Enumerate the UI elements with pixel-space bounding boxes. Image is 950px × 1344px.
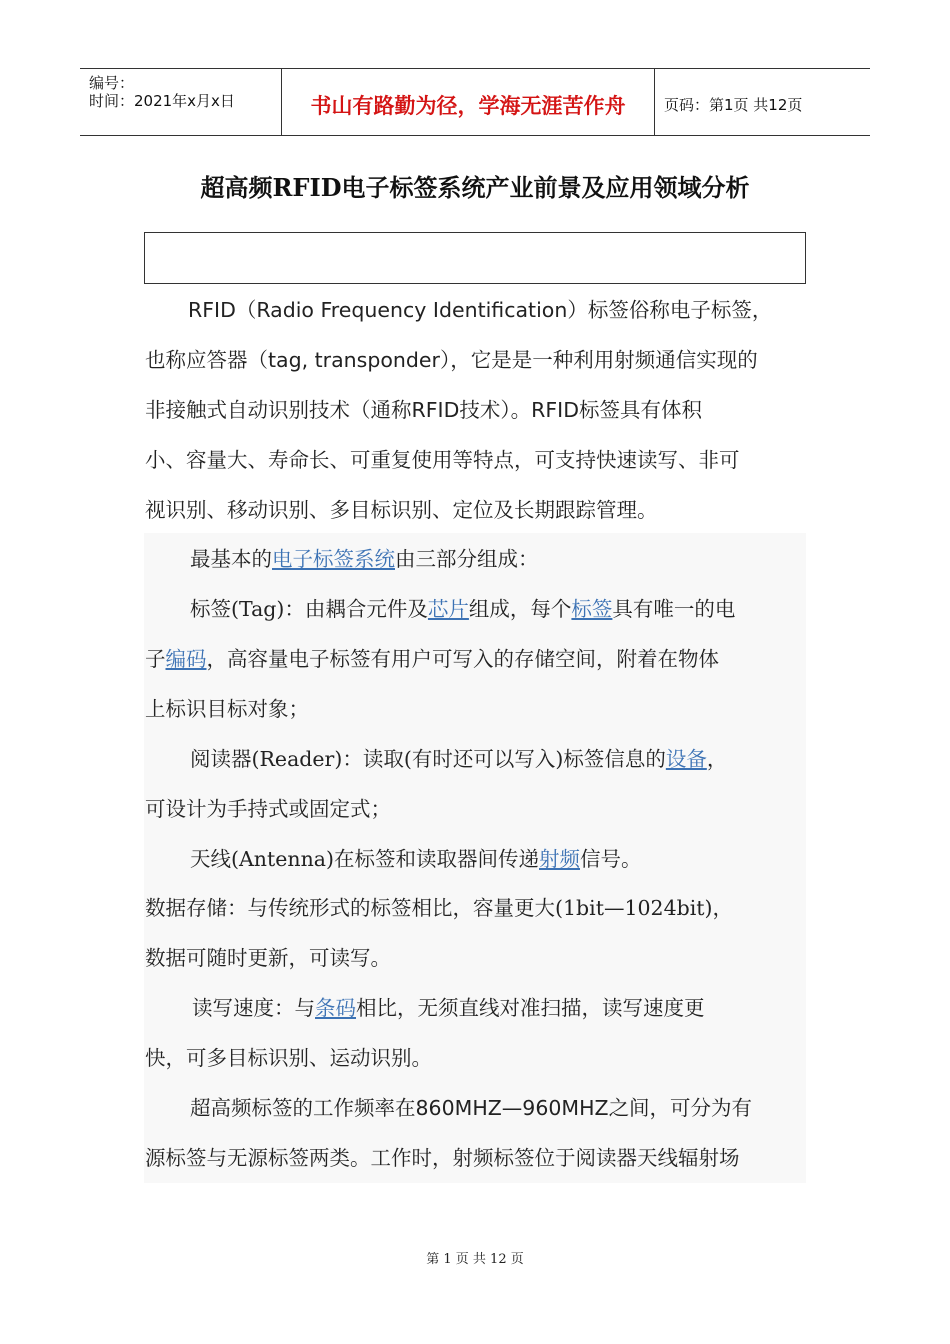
intro-line-1: RFID（Radio Frequency Identification）标签俗称电子标签， <box>188 298 773 322</box>
tag2-text-b: ，高容量电子标签有用户可写入的存储空间，附着在物体 <box>206 647 719 671</box>
tag2-text-a: 子 <box>145 647 166 671</box>
speed-line-1 <box>192 998 705 1019</box>
components-intro-suffix: 由三部分组成： <box>395 547 539 571</box>
intro-line-3: 非接触式自动识别技术（通称RFID技术）。RFID标签具有体积 <box>145 398 702 422</box>
tag-line-2 <box>145 649 719 670</box>
intro-line-5: 视识别、移动识别、多目标识别、定位及长期跟踪管理。 <box>145 498 658 522</box>
header-top-rule <box>80 68 870 69</box>
header-divider-right <box>654 68 655 136</box>
intro-line-4: 小、容量大、寿命长、可重复使用等特点，可支持快速读写、非可 <box>145 448 740 472</box>
reader-text-a: 阅读器(Reader)：读取(有时还可以写入)标签信息的 <box>190 747 666 771</box>
antenna-line <box>190 849 642 870</box>
tag-line-1 <box>190 599 735 620</box>
storage-line-2: 数据可随时更新，可读写。 <box>145 946 391 970</box>
tag-text-c: 具有唯一的电 <box>612 597 736 621</box>
link-electronic-tag-system[interactable]: 电子标签系统 <box>272 547 395 571</box>
speed-text-a: 读写速度：与 <box>192 996 315 1020</box>
link-barcode[interactable]: 条码 <box>315 996 356 1020</box>
antenna-text-b: 信号。 <box>580 847 642 871</box>
tag-text-a: 标签(Tag)：由耦合元件及 <box>190 597 428 621</box>
antenna-text-a: 天线(Antenna)在标签和读取器间传递 <box>190 847 539 871</box>
components-intro-prefix: 最基本的 <box>190 547 272 571</box>
header-bottom-rule <box>80 135 870 136</box>
document-time-label: 时间：2021年x月x日 <box>89 92 235 110</box>
components-intro <box>190 549 539 570</box>
reader-line-2: 可设计为手持式或固定式； <box>145 797 391 821</box>
page-info: 页码：第1页 共12页 <box>664 96 803 114</box>
header-motto: 书山有路勤为径，学海无涯苦作舟 <box>310 94 626 118</box>
link-chip[interactable]: 芯片 <box>427 597 469 621</box>
uhf-text-b: 之间，可分为有 <box>608 1096 753 1120</box>
link-encoding[interactable]: 编码 <box>165 647 207 671</box>
tag-text-b: 组成，每个 <box>468 597 572 621</box>
page-footer: 第 1 页 共 12 页 <box>426 1252 524 1267</box>
link-tag[interactable]: 标签 <box>571 597 613 621</box>
uhf-frequency: 860MHZ—960MHZ <box>415 1096 609 1120</box>
tag-line-3: 上标识目标对象； <box>145 697 309 721</box>
intro-line-2: 也称应答器（tag, transponder），它是是一种利用射频通信实现的 <box>145 348 758 372</box>
speed-line-2: 快，可多目标识别、运动识别。 <box>145 1046 432 1070</box>
uhf-text-a: 超高频标签的工作频率在 <box>190 1096 416 1120</box>
uhf-line-1 <box>190 1098 752 1119</box>
link-device[interactable]: 设备 <box>665 747 707 771</box>
uhf-line-2: 源标签与无源标签两类。工作时，射频标签位于阅读器天线辐射场 <box>145 1146 740 1170</box>
link-radio-frequency[interactable]: 射频 <box>539 847 580 871</box>
page-title: 超高频RFID电子标签系统产业前景及应用领域分析 <box>200 173 750 202</box>
empty-box <box>144 232 806 284</box>
speed-text-b: 相比，无须直线对准扫描，读写速度更 <box>356 996 705 1020</box>
storage-line-1: 数据存储：与传统形式的标签相比，容量更大(1bit—1024bit)， <box>145 896 734 920</box>
document-number-label: 编号： <box>89 74 135 92</box>
reader-line-1 <box>190 749 727 770</box>
reader-text-b: ， <box>706 747 728 771</box>
